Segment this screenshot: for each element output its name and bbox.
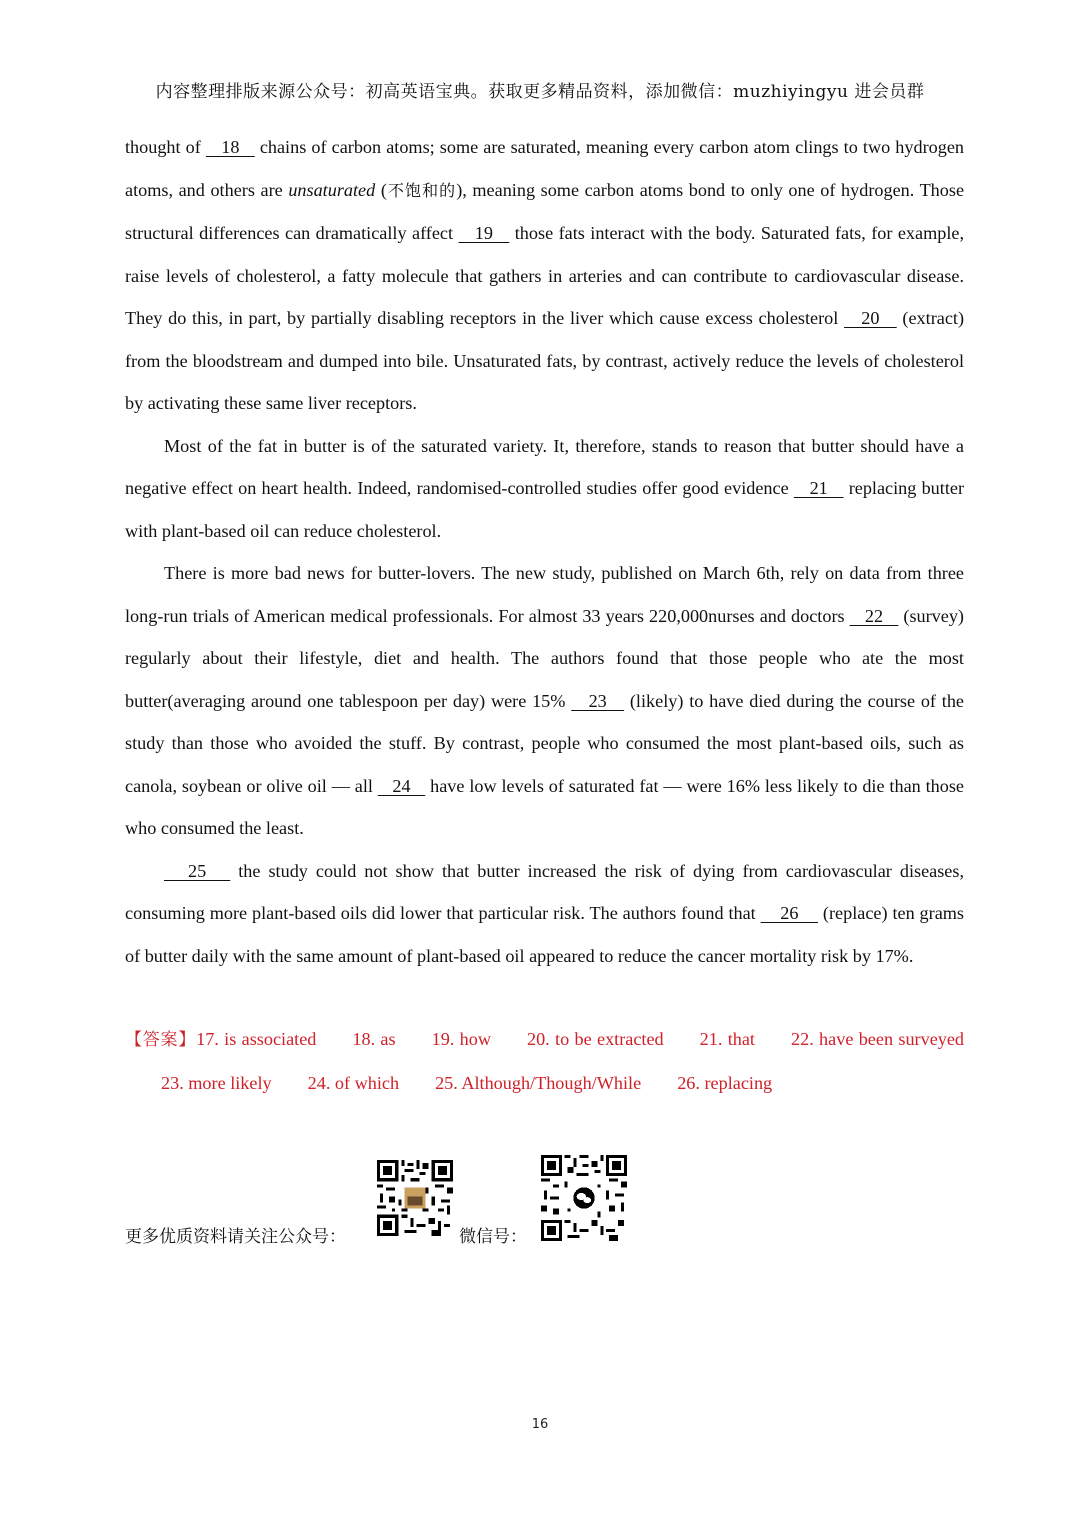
answer-item: 26. replacing	[677, 1072, 773, 1093]
answer-item: 24. of which	[307, 1072, 400, 1093]
paragraph-1	[125, 126, 964, 425]
blank-19[interactable]: 19	[458, 223, 510, 243]
text: thought of	[125, 137, 206, 157]
wechat-label: 微信号：	[459, 1227, 527, 1247]
answer-item: 17. is associated	[196, 1029, 317, 1049]
text: (likely) to have died during the course of the study than those who avoided the stuff. By contrast, people who consumed the most plant-based oils, such as canola, soybean or olive oil — all	[125, 690, 964, 796]
text: There is more bad news for butter-lovers. The new study, published on March 6th, rely on data from three long-run trials of American medical professionals. For almost 33 years 220,000nurses and doctors	[125, 563, 964, 626]
text: ), meaning some carbon atoms bond to only one of hydrogen. Those structural differences can dramatically affect	[125, 179, 965, 243]
page-header: 内容整理排版来源公众号：初高英语宝典。获取更多精品资料，添加微信：muzhiyingyu 进会员群	[155, 82, 925, 102]
blank-25[interactable]: 25	[164, 860, 231, 881]
italic-term: unsaturated	[288, 179, 376, 200]
text: the study could not show that butter increased the risk of dying from cardiovascular diseases, consuming more plant-based oils did lower that particular risk. The authors found that	[125, 860, 964, 923]
blank-18[interactable]: 18	[205, 137, 255, 157]
official-account-qr-code	[377, 1160, 453, 1236]
blank-23[interactable]: 23	[571, 690, 625, 711]
answer-item: 23. more likely	[161, 1072, 272, 1093]
blank-21[interactable]: 21	[793, 478, 844, 498]
follow-label: 更多优质资料请关注公众号：	[125, 1227, 346, 1247]
blank-24[interactable]: 24	[377, 775, 426, 796]
blank-20[interactable]: 20	[844, 308, 897, 328]
paragraph-2	[125, 425, 964, 553]
blank-22[interactable]: 22	[849, 605, 899, 626]
text: replacing butter with plant-based oil can reduce cholesterol.	[125, 478, 965, 541]
answer-item: 20. to be extracted	[526, 1029, 664, 1049]
text: (extract) from the bloodstream and dumped into bile. Unsaturated fats, by contrast, actively reduce the levels of cholesterol by activating these same liver receptors.	[125, 308, 965, 413]
text: those fats interact with the body. Saturated fats, for example, raise levels of cholesterol, a fatty molecule that gathers in arteries and can contribute to cardiovascular disease. They do this, in part, by partially disabling receptors in the liver which cause excess cholesterol	[125, 223, 964, 328]
answer-item: 19. how	[431, 1029, 491, 1049]
paragraph-3	[125, 552, 964, 850]
text: chains of carbon atoms; some are saturated, meaning every carbon atom clings to two hydrogen atoms, and others are	[125, 137, 965, 200]
text: (replace) ten grams of butter daily with the same amount of plant-based oil appeared to reduce the cancer mortality risk by 17%.	[125, 903, 965, 966]
text: (	[375, 179, 387, 200]
answer-tag: 【答案】	[125, 1030, 197, 1050]
page-number: 16	[531, 1417, 549, 1432]
answer-key	[125, 1018, 964, 1104]
text: Most of the fat in butter is of the saturated variety. It, therefore, stands to reason that butter should have a negative effect on heart health. Indeed, randomised-controlled studies offer good evidence	[125, 435, 964, 498]
text: (survey) regularly about their lifestyle, diet and health. The authors found that those people who ate the most butter(averaging around one tablespoon per day) were 15%	[125, 605, 964, 711]
answer-item: 22. have been surveyed	[791, 1029, 965, 1049]
chinese-gloss: 不饱和的	[386, 180, 457, 200]
answer-item: 18. as	[352, 1029, 396, 1049]
text: have low levels of saturated fat — were 16% less likely to die than those who consumed the least.	[125, 775, 965, 838]
answer-item: 21. that	[699, 1029, 755, 1049]
answer-item: 25. Although/Though/While	[435, 1072, 642, 1093]
blank-26[interactable]: 26	[760, 903, 819, 923]
wechat-qr-code	[541, 1155, 627, 1241]
article-body	[125, 126, 964, 977]
paragraph-4	[125, 850, 964, 978]
